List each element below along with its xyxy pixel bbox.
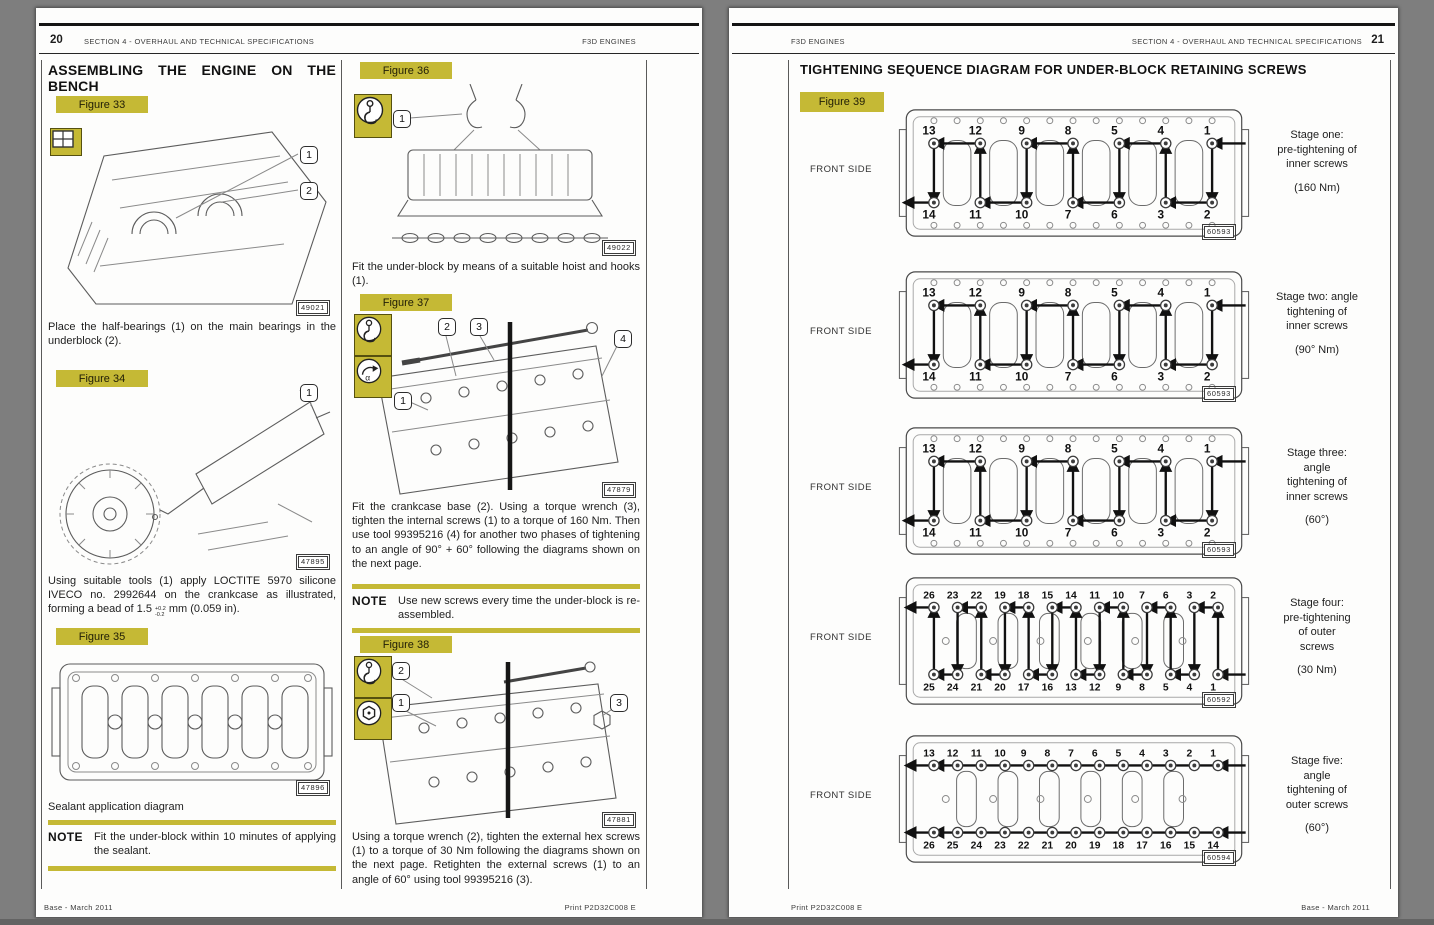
stage-caption-line: inner screws — [1286, 320, 1348, 333]
screw-number: 9 — [1018, 285, 1026, 300]
column-2 — [352, 8, 640, 917]
page-20 — [36, 8, 702, 917]
screw-number: 8 — [1044, 748, 1051, 760]
screw-number: 11 — [970, 748, 982, 760]
stage-caption-line: inner screws — [1286, 490, 1348, 503]
screw-number: 2 — [1186, 748, 1193, 760]
stage-caption-line: inner screws — [1286, 158, 1348, 171]
screw-number: 12 — [968, 441, 982, 456]
underblock-sequence-diagram — [898, 262, 1250, 408]
screw-number: 12 — [968, 285, 982, 300]
paragraph — [48, 574, 336, 619]
screw-number: 22 — [1017, 840, 1030, 852]
grid-glyph — [51, 129, 75, 149]
screw-number: 14 — [922, 207, 936, 222]
stage-caption — [1250, 446, 1384, 528]
hoist-hook-icon — [354, 314, 392, 356]
stage-caption-line: pre-tightening — [1283, 611, 1351, 624]
screw-number: 13 — [922, 441, 936, 456]
screw-number: 5 — [1111, 441, 1118, 456]
front-side-label: FRONT SIDE — [810, 482, 872, 493]
screw-number: 14 — [1207, 840, 1219, 852]
screw-number: 1 — [1210, 748, 1216, 760]
screw-number: 23 — [946, 590, 959, 602]
stage-torque-value: (60°) — [1305, 822, 1329, 835]
screw-number: 7 — [1064, 369, 1072, 384]
paragraph: Fit the under-block by means of a suitable hoist and hooks (1). — [352, 261, 640, 288]
screw-number: 21 — [1041, 840, 1054, 852]
sequence-diagram-stage-5 — [800, 724, 1398, 876]
half-bearings-drawing — [48, 116, 336, 314]
underblock-sequence-diagram — [898, 726, 1250, 872]
screw-number: 3 — [1162, 748, 1169, 760]
figure-38-label: Figure 38 — [360, 636, 452, 653]
stage-caption-line: Stage four: — [1290, 597, 1344, 609]
sequence-diagram-stage-1 — [800, 98, 1398, 250]
external-screws-drawing — [352, 656, 640, 826]
screw-number: 2 — [1203, 525, 1211, 540]
screw-number: 12 — [1088, 682, 1101, 694]
screw-number: 16 — [1041, 682, 1054, 694]
hex-screw-icon — [354, 698, 392, 740]
screw-number: 19 — [994, 590, 1006, 602]
figure-38-illustration — [352, 656, 640, 826]
figure-ref: 47879 — [604, 484, 634, 496]
angle-glyph — [355, 357, 383, 385]
hook-glyph — [355, 657, 383, 685]
screw-number: 17 — [1017, 682, 1030, 694]
screw-number: 1 — [1203, 123, 1211, 138]
sealant-gun-drawing — [48, 384, 336, 568]
screw-number: 3 — [1186, 590, 1193, 602]
screw-number: 10 — [1015, 369, 1029, 384]
screw-number: 20 — [1065, 840, 1077, 852]
callout-2: 2 — [438, 318, 456, 336]
screw-number: 5 — [1115, 748, 1122, 760]
screw-number: 11 — [969, 207, 982, 222]
figure-35-illustration — [48, 648, 336, 796]
figure-ref: 49021 — [298, 302, 328, 314]
screw-number: 24 — [946, 682, 959, 694]
callout-1: 1 — [300, 384, 318, 402]
screw-number: 5 — [1162, 682, 1169, 694]
callout-3: 3 — [610, 694, 628, 712]
screw-number: 18 — [1112, 840, 1125, 852]
screw-number: 6 — [1162, 590, 1169, 602]
callout-1: 1 — [392, 694, 410, 712]
screw-number: 4 — [1157, 285, 1165, 300]
figure-ref: 60594 — [1204, 852, 1234, 864]
figure-ref: 60593 — [1204, 544, 1234, 556]
stage-torque-value: (90° Nm) — [1294, 343, 1340, 356]
callout-1: 1 — [300, 146, 318, 164]
note-block — [352, 594, 640, 622]
hexagon-glyph — [355, 699, 383, 727]
paragraph: Fit the crankcase base (2). Using a torque wrench (3), tighten the internal screws (1) to a torque of 160 Nm. Then use tool 99395216 (4) for another two phases of tightening to an angle of 90° + 60° following the diagrams shown on the next page. — [352, 501, 640, 570]
screw-number: 11 — [969, 525, 982, 540]
screw-number: 26 — [923, 840, 935, 852]
underblock-sequence-diagram — [898, 568, 1250, 714]
callout-4: 4 — [614, 330, 632, 348]
note-rule-top — [352, 584, 640, 589]
header-engine: F3D ENGINES — [582, 37, 636, 46]
screw-number: 9 — [1018, 123, 1026, 138]
stage-caption-line: tightening of — [1287, 784, 1347, 797]
screw-number: 18 — [1017, 590, 1030, 602]
half-bearing-grid-icon — [50, 128, 82, 156]
column-divider — [341, 60, 342, 889]
stage-caption-line: tightening of — [1287, 476, 1347, 489]
screw-number: 1 — [1203, 441, 1211, 456]
stage-caption — [1250, 596, 1384, 678]
figure-37-label: Figure 37 — [360, 294, 452, 311]
header-section: SECTION 4 - OVERHAUL AND TECHNICAL SPECIFICATIONS — [1131, 37, 1362, 46]
stage-caption-line: angle — [1303, 461, 1331, 474]
stage-torque-value: (160 Nm) — [1294, 181, 1340, 194]
header-engine: F3D ENGINES — [791, 37, 845, 46]
screw-number: 10 — [1112, 590, 1125, 602]
screw-number: 25 — [946, 840, 959, 852]
screw-number: 6 — [1111, 525, 1118, 540]
screw-number: 15 — [1041, 590, 1054, 602]
figure-33-illustration — [48, 116, 336, 314]
figure-ref: 47881 — [604, 814, 634, 826]
hoist-hook-icon — [354, 94, 392, 138]
note-label: NOTE — [48, 830, 83, 844]
screw-number: 13 — [922, 285, 936, 300]
screw-number: 10 — [1015, 525, 1029, 540]
screw-number: 3 — [1157, 207, 1165, 222]
screw-number: 12 — [946, 748, 959, 760]
footer-left: Base - March 2011 — [44, 903, 113, 912]
screw-number: 13 — [1065, 682, 1077, 694]
stage-caption-line: Stage five: — [1291, 755, 1343, 767]
screw-number: 21 — [970, 682, 983, 694]
stage-caption — [1250, 128, 1384, 195]
screw-number: 7 — [1064, 207, 1072, 222]
paragraph: Using a torque wrench (2), tighten the external hex screws (1) to a torque of 30 Nm following the diagrams shown on the next page. Retighten the external screws (1) to an angle of 60° using tool 99395216 (3). — [352, 831, 640, 886]
note-rule-top — [48, 820, 336, 825]
footer-right: Print P2D32C008 E — [564, 903, 636, 912]
screw-number: 13 — [922, 123, 936, 138]
note-label: NOTE — [352, 594, 387, 608]
section-title: ASSEMBLING THE ENGINE ON THE BENCH — [48, 62, 336, 94]
callout-1: 1 — [393, 110, 411, 128]
screw-number: 11 — [1089, 590, 1101, 602]
screw-number: 9 — [1115, 682, 1122, 694]
screw-number: 17 — [1136, 840, 1148, 852]
figure-ref: 49022 — [604, 242, 634, 254]
figure-36-label: Figure 36 — [360, 62, 452, 79]
stage-caption-line: pre-tightening of — [1277, 143, 1357, 156]
note-text: Fit the under-block within 10 minutes of applying the sealant. — [94, 831, 336, 858]
figure-35-label: Figure 35 — [56, 628, 148, 645]
column-rule-right — [646, 60, 647, 889]
callout-3: 3 — [470, 318, 488, 336]
screw-number: 7 — [1064, 525, 1072, 540]
figure-ref: 60592 — [1204, 694, 1234, 706]
figure-34-label: Figure 34 — [56, 370, 148, 387]
screw-number: 6 — [1091, 748, 1098, 760]
paragraph: Place the half-bearings (1) on the main bearings in the underblock (2). — [48, 321, 336, 348]
front-side-label: FRONT SIDE — [810, 790, 872, 801]
underblock-sequence-diagram — [898, 418, 1250, 564]
screw-number: 3 — [1157, 369, 1165, 384]
screw-number: 2 — [1203, 207, 1211, 222]
figure-ref: 47896 — [298, 782, 328, 794]
angle-tightening-icon — [354, 356, 392, 398]
paragraph-text: mm (0.059 in). — [168, 603, 240, 616]
tightening-diagrams — [729, 8, 1398, 917]
footer-left: Print P2D32C008 E — [791, 903, 863, 912]
screw-number: 5 — [1111, 285, 1118, 300]
sequence-diagram-stage-4 — [800, 566, 1398, 718]
stage-caption-line: outer screws — [1285, 798, 1349, 811]
stage-caption-line: screws — [1299, 640, 1335, 653]
screw-number: 6 — [1111, 207, 1118, 222]
note-block — [48, 830, 336, 858]
screw-number: 5 — [1111, 123, 1118, 138]
callout-1: 1 — [394, 392, 412, 410]
screw-number: 24 — [970, 840, 983, 852]
screw-number: 11 — [969, 369, 982, 384]
figure-39-label: Figure 39 — [800, 92, 884, 112]
footer-right: Base - March 2011 — [1301, 903, 1370, 912]
screw-number: 8 — [1064, 285, 1072, 300]
header-section: SECTION 4 - OVERHAUL AND TECHNICAL SPECIFICATIONS — [84, 37, 315, 46]
note-rule-bottom — [48, 866, 336, 871]
tolerance-stack: +0.2 -0.2 — [154, 606, 166, 619]
screw-number: 4 — [1139, 748, 1145, 760]
front-side-label: FRONT SIDE — [810, 326, 872, 337]
svg-text:α: α — [365, 372, 371, 383]
screw-number: 4 — [1157, 123, 1165, 138]
hook-glyph — [355, 95, 385, 125]
screw-number: 1 — [1203, 285, 1211, 300]
screw-number: 26 — [923, 590, 935, 602]
front-side-label: FRONT SIDE — [810, 632, 872, 643]
column-1 — [48, 8, 336, 917]
stage-torque-value: (60°) — [1305, 514, 1329, 527]
note-text: Use new screws every time the under-block is re-assembled. — [398, 595, 640, 622]
screw-number: 4 — [1186, 682, 1193, 694]
screw-number: 10 — [994, 748, 1006, 760]
figure-37-illustration — [352, 314, 640, 496]
stage-caption-line: of outer — [1298, 626, 1336, 639]
screw-number: 25 — [923, 682, 935, 694]
screw-number: 10 — [1015, 207, 1029, 222]
screw-number: 8 — [1064, 123, 1072, 138]
screw-number: 22 — [970, 590, 983, 602]
note-rule-bottom — [352, 628, 640, 633]
screw-number: 8 — [1064, 441, 1072, 456]
screw-number: 4 — [1157, 441, 1165, 456]
stage-caption-line: angle — [1303, 769, 1331, 782]
screw-number: 7 — [1139, 590, 1145, 602]
screw-number: 8 — [1139, 682, 1145, 694]
stage-caption-line: Stage three: — [1287, 447, 1347, 459]
screw-number: 9 — [1020, 748, 1027, 760]
stage-caption-line: Stage one: — [1290, 129, 1344, 141]
screw-number: 15 — [1183, 840, 1196, 852]
figure-ref: 60593 — [1204, 388, 1234, 400]
screw-number: 14 — [922, 369, 936, 384]
screw-number: 19 — [1088, 840, 1101, 852]
column-rule-left — [41, 60, 42, 889]
figure-36-illustration — [352, 84, 640, 254]
stage-caption — [1250, 290, 1384, 357]
screw-number: 6 — [1111, 369, 1118, 384]
stage-caption-line: Stage two: angle — [1276, 291, 1358, 303]
front-side-label: FRONT SIDE — [810, 164, 872, 175]
stage-caption-line: tightening of — [1287, 305, 1347, 318]
screw-number: 1 — [1210, 682, 1216, 694]
screw-number: 14 — [922, 525, 936, 540]
screw-number: 20 — [994, 682, 1006, 694]
hook-glyph — [355, 315, 383, 343]
hoist-hook-icon — [354, 656, 392, 698]
callout-2: 2 — [300, 182, 318, 200]
screw-number: 14 — [1065, 590, 1077, 602]
paragraph-text: Using suitable tools (1) apply LOCTITE 5970 silicone IVECO no. 2992644 on the crankcase as illustrated, forming a bead of 1.5 — [48, 575, 336, 616]
section-title: TIGHTENING SEQUENCE DIAGRAM FOR UNDER-BLOCK RETAINING SCREWS — [800, 62, 1307, 77]
underblock-sequence-diagram — [898, 100, 1250, 246]
page-number: 20 — [50, 34, 63, 46]
callout-2: 2 — [392, 662, 410, 680]
page-21 — [729, 8, 1398, 917]
screw-number: 9 — [1018, 441, 1026, 456]
block-bottom-view-drawing — [48, 648, 336, 796]
figure-33-label: Figure 33 — [56, 96, 148, 113]
screw-number: 16 — [1159, 840, 1172, 852]
stage-caption — [1250, 754, 1384, 836]
screw-number: 3 — [1157, 525, 1165, 540]
sequence-diagram-stage-3 — [800, 416, 1398, 568]
figure-caption: Sealant application diagram — [48, 801, 184, 813]
screw-number: 2 — [1210, 590, 1216, 602]
screw-number: 23 — [994, 840, 1006, 852]
screw-number: 12 — [968, 123, 982, 138]
stage-torque-value: (30 Nm) — [1297, 664, 1337, 677]
screw-number: 7 — [1068, 748, 1074, 760]
sequence-diagram-stage-2 — [800, 260, 1398, 412]
screw-number: 13 — [923, 748, 935, 760]
figure-ref: 47895 — [298, 556, 328, 568]
page-number: 21 — [1371, 34, 1384, 46]
figure-ref: 60593 — [1204, 226, 1234, 238]
figure-34-illustration — [48, 384, 336, 568]
screw-number: 2 — [1203, 369, 1211, 384]
